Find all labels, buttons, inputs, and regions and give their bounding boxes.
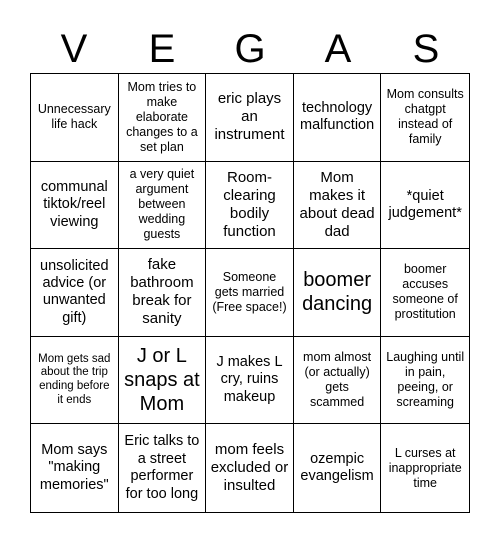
bingo-cell[interactable]: L curses at inappropriate time <box>388 445 462 490</box>
header-letter-v: V <box>60 27 88 71</box>
bingo-cell[interactable]: *quiet judgement* <box>381 162 469 250</box>
bingo-cell[interactable]: fake bathroom break for sanity <box>119 249 207 337</box>
bingo-cell[interactable]: Mom tries to make elaborate changes to a set plan <box>119 74 207 162</box>
bingo-header <box>30 26 470 72</box>
bingo-cell[interactable]: Eric talks to a street performer for too long <box>119 424 207 512</box>
bingo-grid <box>30 73 470 513</box>
header-letter-a: A <box>324 27 352 71</box>
bingo-cell[interactable]: eric plays an instrument <box>206 74 294 162</box>
bingo-cell[interactable]: Room-clearing bodily function <box>206 162 294 250</box>
header-letter-e: E <box>148 27 176 71</box>
bingo-cell[interactable]: boomer dancing <box>294 249 382 337</box>
bingo-cell[interactable]: J or L snaps at Mom <box>119 337 207 425</box>
bingo-cell[interactable]: Mom makes it about dead dad <box>294 162 382 250</box>
header-letter-s: S <box>412 27 440 71</box>
bingo-cell[interactable]: ozempic evangelism <box>294 424 382 512</box>
free-space-cell[interactable]: Someone gets married (Free space!) <box>206 249 294 337</box>
bingo-cell[interactable]: Mom consults chatgpt instead of family <box>381 74 469 162</box>
bingo-cell[interactable]: communal tiktok/reel viewing <box>31 162 119 250</box>
bingo-cell[interactable]: Laughing until in pain, peeing, or screaming <box>381 337 469 425</box>
header-letter-g: G <box>234 27 266 71</box>
bingo-cell[interactable]: Mom says "making memories" <box>31 424 119 512</box>
bingo-cell[interactable]: a very quiet argument between wedding guests <box>119 162 207 250</box>
bingo-cell[interactable]: boomer accuses someone of prostitution <box>381 249 469 337</box>
bingo-cell[interactable]: technology malfunction <box>294 74 382 162</box>
bingo-cell[interactable]: mom almost (or actually) gets scammed <box>294 337 382 425</box>
bingo-cell[interactable]: J makes L cry, ruins makeup <box>206 337 294 425</box>
bingo-cell[interactable]: Unnecessary life hack <box>31 74 119 162</box>
bingo-cell[interactable]: Mom gets sad about the trip ending before it ends <box>31 337 119 425</box>
bingo-cell[interactable]: unsolicited advice (or unwanted gift) <box>31 249 119 337</box>
bingo-cell[interactable]: mom feels excluded or insulted <box>206 424 294 512</box>
